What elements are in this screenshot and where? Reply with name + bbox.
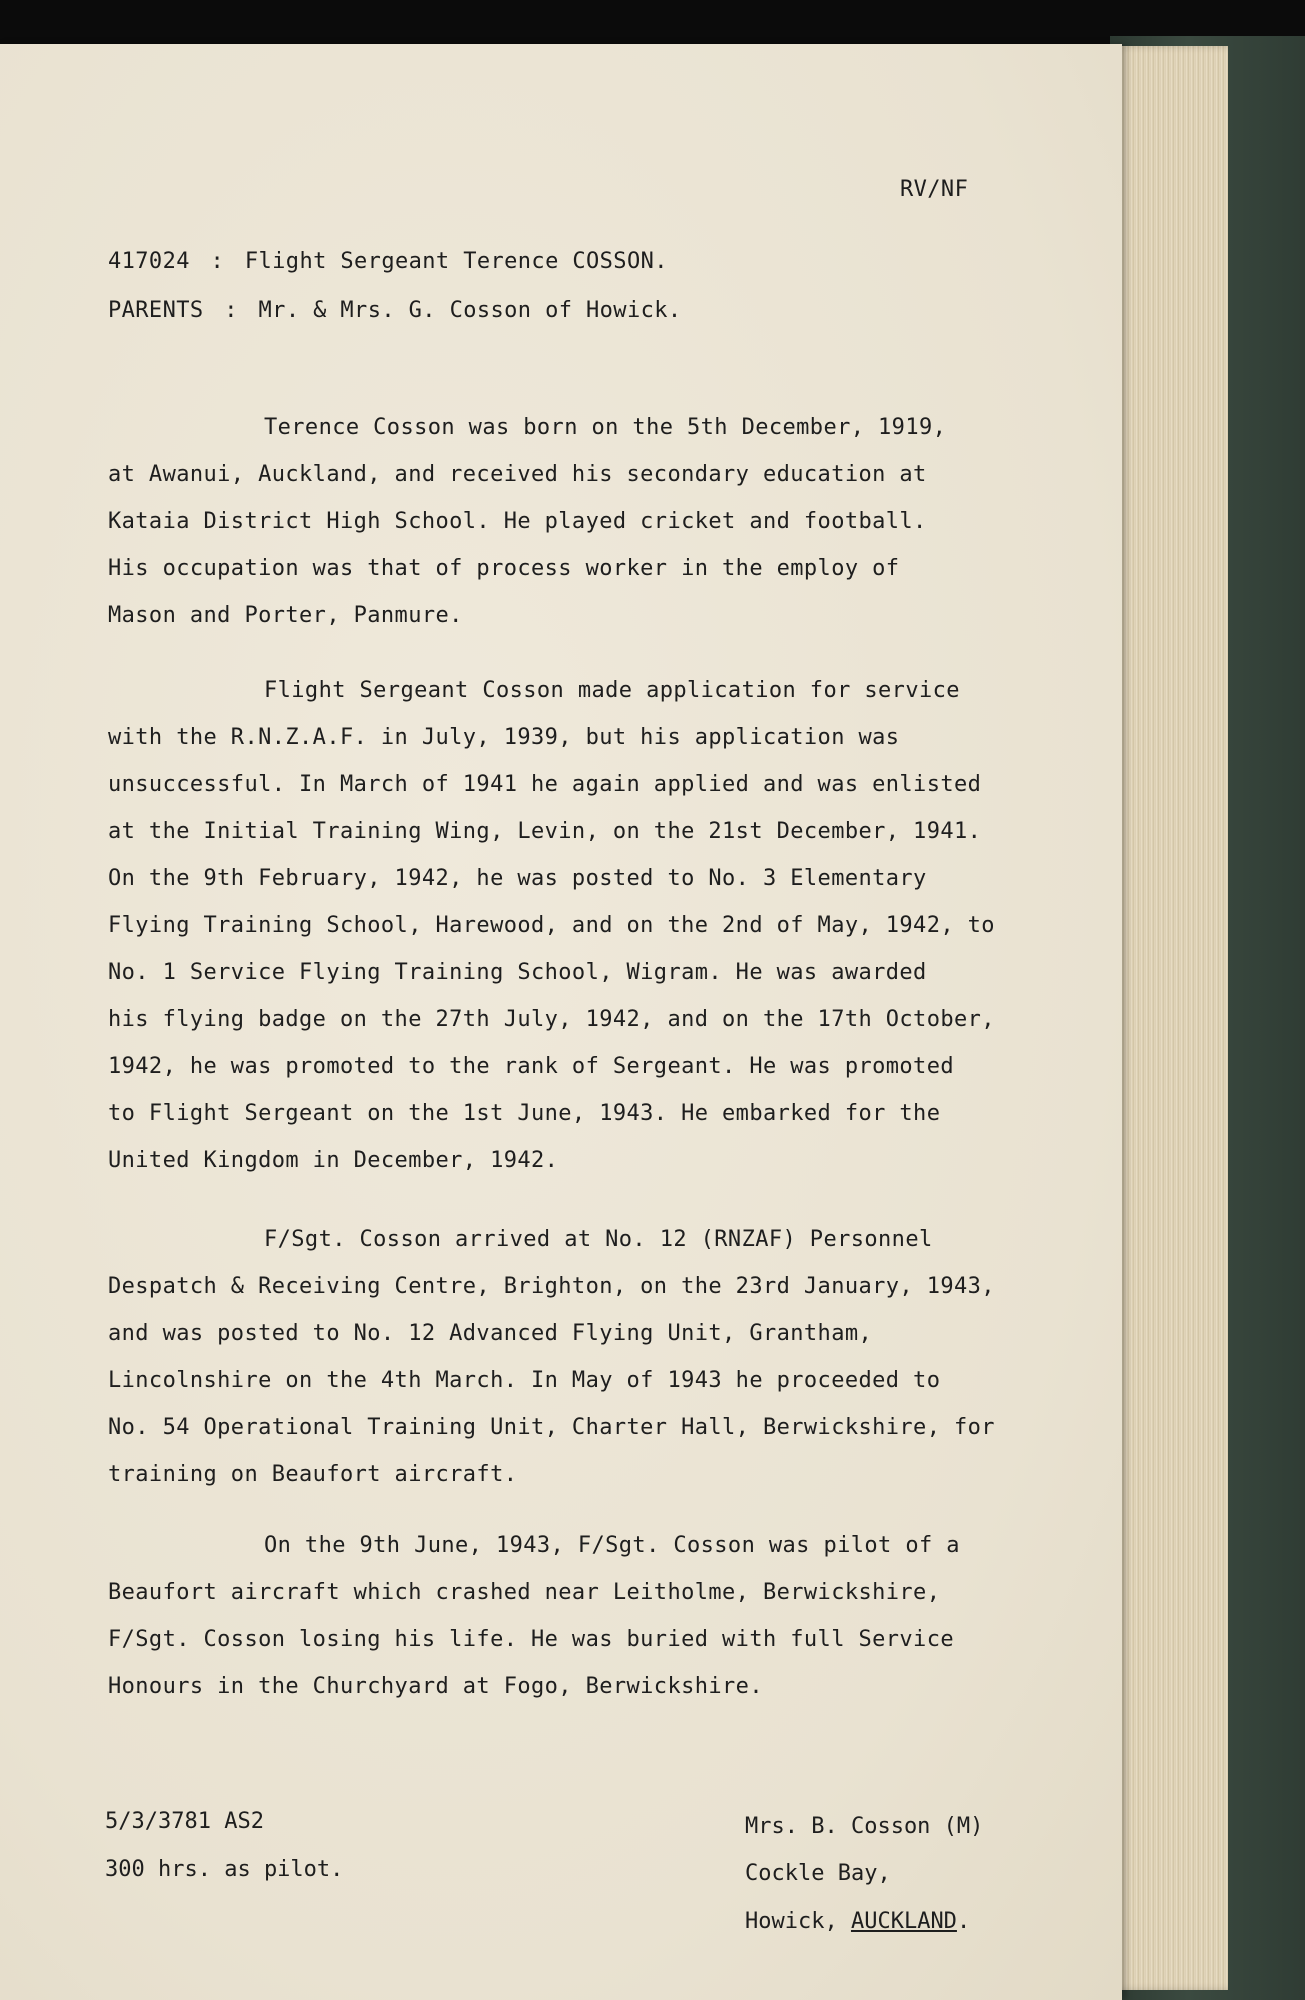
paragraph-line: 1942, he was promoted to the rank of Sergeant. He was promoted xyxy=(108,1054,954,1079)
paragraph-death xyxy=(108,1522,1108,1710)
paragraph-line: His occupation was that of process worker in the employ of xyxy=(108,556,900,581)
reference-code: RV/NF xyxy=(900,177,969,202)
paragraph-line: Flying Training School, Harewood, and on the 2nd of May, 1942, to xyxy=(108,913,995,938)
address-line: Cockle Bay, xyxy=(745,1861,891,1886)
separator: : xyxy=(210,249,225,274)
paragraph-overseas xyxy=(108,1216,1108,1498)
next-of-kin: Mrs. B. Cosson (M) xyxy=(745,1814,984,1839)
separator: : xyxy=(224,298,238,323)
paragraph-line: training on Beaufort aircraft. xyxy=(108,1462,518,1487)
paragraph-line: No. 54 Operational Training Unit, Charter Hall, Berwickshire, for xyxy=(108,1415,995,1440)
paragraph-line: Mason and Porter, Panmure. xyxy=(108,603,463,628)
flying-hours: 300 hrs. as pilot. xyxy=(105,1857,344,1882)
paragraph-line: unsuccessful. In March of 1941 he again applied and was enlisted xyxy=(108,772,982,797)
paragraph-line: Despatch & Receiving Centre, Brighton, on the 23rd January, 1943, xyxy=(108,1274,995,1299)
paragraph-line: Kataia District High School. He played cricket and football. xyxy=(108,509,927,534)
parents-value: Mr. & Mrs. G. Cosson of Howick. xyxy=(258,298,682,323)
paragraph-line: Flight Sergeant Cosson made application for service xyxy=(264,678,960,703)
page-stack-edges xyxy=(1110,46,1228,1990)
paragraph-line: his flying badge on the 27th July, 1942, and on the 17th October, xyxy=(108,1007,995,1032)
record-name-line xyxy=(108,249,668,274)
document-page xyxy=(0,44,1122,2000)
paragraph-line: F/Sgt. Cosson losing his life. He was buried with full Service xyxy=(108,1627,954,1652)
paragraph-training xyxy=(108,667,1108,1184)
paragraph-line: to Flight Sergeant on the 1st June, 1943. He embarked for the xyxy=(108,1101,941,1126)
paragraph-line: Lincolnshire on the 4th March. In May of 1943 he proceeded to xyxy=(108,1368,941,1393)
paragraph-line: Honours in the Churchyard at Fogo, Berwickshire. xyxy=(108,1674,763,1699)
address-end: . xyxy=(956,1909,971,1934)
paragraph-line: at the Initial Training Wing, Levin, on the 21st December, 1941. xyxy=(108,819,982,844)
record-parents-line xyxy=(108,298,682,323)
paragraph-line: On the 9th June, 1943, F/Sgt. Cosson was pilot of a xyxy=(264,1533,960,1558)
paragraph-line: and was posted to No. 12 Advanced Flying Unit, Grantham, xyxy=(108,1321,873,1346)
file-reference: 5/3/3781 AS2 xyxy=(105,1809,264,1834)
address-town: Howick, xyxy=(745,1909,851,1934)
address-town-line xyxy=(745,1909,970,1934)
paragraph-line: Terence Cosson was born on the 5th December, 1919, xyxy=(264,415,947,440)
paragraph-line: Beaufort aircraft which crashed near Leitholme, Berwickshire, xyxy=(108,1580,941,1605)
paragraph-line: at Awanui, Auckland, and received his secondary education at xyxy=(108,462,927,487)
paragraph-line: On the 9th February, 1942, he was posted to No. 3 Elementary xyxy=(108,866,927,891)
address-city: AUCKLAND xyxy=(850,1909,957,1934)
parents-label: PARENTS xyxy=(108,298,204,323)
paragraph-early-life xyxy=(108,404,1108,639)
paragraph-line: United Kingdom in December, 1942. xyxy=(108,1148,559,1173)
airman-name: Flight Sergeant Terence COSSON. xyxy=(244,249,668,274)
paragraph-line: F/Sgt. Cosson arrived at No. 12 (RNZAF) Personnel xyxy=(264,1227,933,1252)
paragraph-line: No. 1 Service Flying Training School, Wigram. He was awarded xyxy=(108,960,927,985)
service-number: 417024 xyxy=(108,249,190,274)
paragraph-line: with the R.N.Z.A.F. in July, 1939, but his application was xyxy=(108,725,900,750)
